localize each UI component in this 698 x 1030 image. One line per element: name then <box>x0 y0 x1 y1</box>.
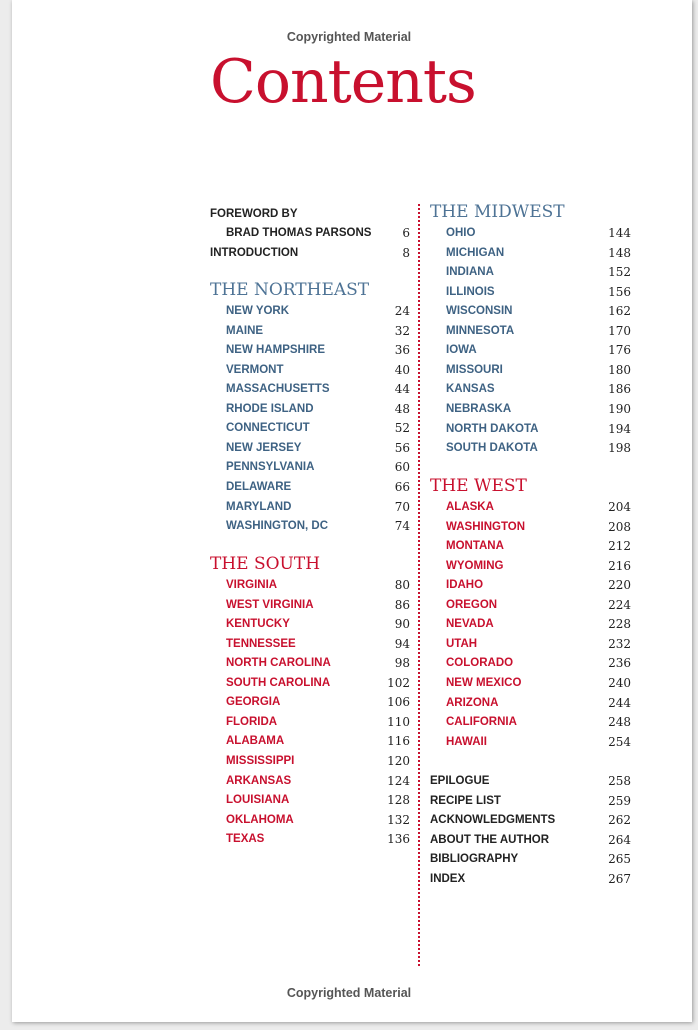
toc-entry[interactable] <box>430 714 631 730</box>
toc-entry[interactable] <box>430 538 631 554</box>
toc-entry-label: EPILOGUE <box>430 775 490 787</box>
toc-entry-label: GEORGIA <box>226 696 281 709</box>
toc-entry-page: 32 <box>394 323 410 338</box>
toc-entry[interactable] <box>430 597 631 613</box>
toc-entry-label: WISCONSIN <box>446 305 513 318</box>
toc-entry[interactable] <box>210 714 410 730</box>
toc-entry-label: PENNSYLVANIA <box>226 461 315 474</box>
section-heading-northeast: THE NORTHEAST <box>210 280 370 300</box>
toc-entry-label: ARKANSAS <box>226 774 292 787</box>
toc-entry[interactable] <box>210 440 410 456</box>
toc-entry[interactable] <box>430 773 631 789</box>
toc-entry-page: 190 <box>608 401 631 416</box>
toc-entry-label: KANSAS <box>446 383 495 396</box>
toc-entry[interactable] <box>210 518 410 534</box>
toc-entry[interactable] <box>210 812 410 828</box>
toc-entry-label: NEW YORK <box>226 305 290 317</box>
toc-entry[interactable] <box>430 636 631 652</box>
toc-entry[interactable] <box>430 284 631 300</box>
toc-entry-page: 128 <box>387 793 410 808</box>
section-heading-midwest: THE MIDWEST <box>430 202 565 222</box>
toc-entry-label: OKLAHOMA <box>226 813 294 826</box>
toc-entry-page: 102 <box>387 675 410 690</box>
toc-entry[interactable] <box>210 792 410 808</box>
toc-entry-label: IDAHO <box>446 579 484 592</box>
toc-entry-label: UTAH <box>446 637 478 650</box>
toc-entry-label: SOUTH DAKOTA <box>446 442 538 455</box>
toc-entry[interactable] <box>430 616 631 632</box>
toc-entry-foreword-line1[interactable] <box>210 206 410 222</box>
section-heading-south: THE SOUTH <box>210 554 321 574</box>
toc-entry-page: 136 <box>387 832 410 847</box>
toc-entry[interactable] <box>430 577 631 593</box>
toc-entry-label: WASHINGTON, DC <box>226 520 329 533</box>
toc-entry-page: 44 <box>394 382 410 397</box>
toc-entry[interactable] <box>430 695 631 711</box>
toc-entry-page: 120 <box>387 753 410 768</box>
toc-entry-introduction[interactable] <box>210 245 410 261</box>
toc-entry[interactable] <box>210 733 410 749</box>
toc-entry-label: CONNECTICUT <box>226 422 310 435</box>
toc-entry[interactable] <box>210 342 410 358</box>
toc-entry-page: 216 <box>608 558 631 573</box>
toc-entry[interactable] <box>210 420 410 436</box>
toc-entry-page: 80 <box>394 578 410 592</box>
toc-entry-label: ALASKA <box>446 501 494 513</box>
toc-entry-label: SOUTH CAROLINA <box>226 676 331 689</box>
toc-entry-label: WYOMING <box>446 559 504 572</box>
toc-entry-label: INTRODUCTION <box>210 247 299 259</box>
copyright-notice-top: Copyrighted Material <box>286 30 412 44</box>
toc-entry-label: MASSACHUSETTS <box>226 383 330 396</box>
toc-entry-page: 86 <box>394 597 410 612</box>
toc-entry-page: 48 <box>394 401 410 416</box>
toc-entry-page: 144 <box>608 226 631 240</box>
toc-entry-foreword-line2[interactable] <box>210 225 410 241</box>
toc-entry-page: 204 <box>608 500 631 514</box>
toc-entry[interactable] <box>430 499 631 515</box>
toc-entry-label: ABOUT THE AUTHOR <box>430 833 550 846</box>
toc-entry-label: HAWAII <box>446 735 487 748</box>
toc-entry-label: BRAD THOMAS PARSONS <box>226 227 372 239</box>
toc-entry-page: 36 <box>394 343 410 358</box>
toc-entry-label: ACKNOWLEDGMENTS <box>430 814 556 827</box>
toc-entry-label: CALIFORNIA <box>446 716 517 729</box>
toc-entry-page: 110 <box>387 714 410 729</box>
toc-entry-page: 40 <box>394 362 410 377</box>
toc-entry[interactable] <box>210 479 410 495</box>
toc-entry-page: 267 <box>608 871 631 886</box>
toc-entry[interactable] <box>430 851 631 867</box>
toc-entry[interactable] <box>430 381 631 397</box>
toc-entry-page: 258 <box>608 774 631 788</box>
toc-entry[interactable] <box>430 519 631 535</box>
toc-entry-label: RECIPE LIST <box>430 794 501 807</box>
toc-entry-page: 220 <box>608 578 631 593</box>
toc-entry-page: 132 <box>387 812 410 827</box>
toc-entry-label: IOWA <box>446 344 477 357</box>
toc-entry-label: NEW HAMPSHIRE <box>226 344 326 357</box>
toc-entry[interactable] <box>430 440 631 456</box>
toc-entry-label: INDEX <box>430 872 466 885</box>
toc-entry[interactable] <box>430 734 631 750</box>
toc-entry-page: 56 <box>394 440 410 455</box>
toc-entry[interactable] <box>210 597 410 613</box>
toc-entry-page: 244 <box>608 695 631 710</box>
toc-entry-page: 116 <box>387 734 410 749</box>
toc-entry-label: MISSISSIPPI <box>226 754 295 767</box>
toc-entry-label: WEST VIRGINIA <box>226 598 314 611</box>
toc-entry[interactable] <box>430 421 631 437</box>
toc-entry-page: 106 <box>387 695 410 710</box>
toc-entry-page: 156 <box>608 284 631 299</box>
toc-entry-page: 264 <box>608 832 631 847</box>
toc-entry-page: 52 <box>394 421 410 436</box>
toc-entry-page: 98 <box>394 656 410 671</box>
toc-entry-label: NORTH DAKOTA <box>446 422 539 435</box>
toc-entry[interactable] <box>210 381 410 397</box>
toc-entry-label: MONTANA <box>446 540 504 553</box>
toc-entry-page: 265 <box>608 852 631 867</box>
toc-entry-page: 70 <box>394 499 410 514</box>
toc-entry-label: NEBRASKA <box>446 402 512 415</box>
toc-entry-label: BIBLIOGRAPHY <box>430 853 519 866</box>
toc-entry-label: MICHIGAN <box>446 246 505 259</box>
toc-entry[interactable] <box>210 499 410 515</box>
toc-entry-page: 208 <box>608 519 631 534</box>
toc-entry-label: DELAWARE <box>226 480 292 493</box>
toc-entry[interactable] <box>210 577 410 593</box>
toc-entry-page: 74 <box>394 519 410 534</box>
toc-entry-page: 94 <box>394 636 410 651</box>
toc-entry-label: TENNESSEE <box>226 637 296 650</box>
toc-entry-page: 236 <box>608 656 631 671</box>
toc-entry[interactable] <box>430 871 631 887</box>
toc-entry[interactable] <box>210 323 410 339</box>
toc-entry-page: 176 <box>608 343 631 358</box>
toc-entry[interactable] <box>210 362 410 378</box>
toc-entry-label: COLORADO <box>446 657 514 670</box>
toc-entry-label: ILLINOIS <box>446 285 495 298</box>
toc-entry[interactable] <box>430 832 631 848</box>
toc-entry-label: MARYLAND <box>226 500 292 513</box>
toc-entry[interactable] <box>430 342 631 358</box>
toc-entry[interactable] <box>210 636 410 652</box>
toc-entry-page: 148 <box>608 245 631 260</box>
toc-entry-page: 194 <box>608 421 631 436</box>
toc-entry-label: MISSOURI <box>446 363 503 376</box>
toc-entry[interactable] <box>210 694 410 710</box>
toc-entry-label: NEW MEXICO <box>446 676 522 689</box>
toc-entry[interactable] <box>430 655 631 671</box>
page-title: Contents <box>210 47 476 117</box>
toc-entry[interactable] <box>430 264 631 280</box>
toc-entry[interactable] <box>430 812 631 828</box>
toc-entry-label: MAINE <box>226 324 264 337</box>
toc-entry-page: 8 <box>402 246 410 260</box>
toc-entry-page: 248 <box>608 715 631 730</box>
toc-entry-label: VIRGINIA <box>226 579 278 591</box>
toc-entry-label: TEXAS <box>226 833 265 846</box>
toc-entry-label: OHIO <box>446 227 476 239</box>
toc-entry-page: 162 <box>608 304 631 319</box>
section-heading-west: THE WEST <box>430 476 527 496</box>
toc-entry[interactable] <box>210 753 410 769</box>
toc-entry-label: ARIZONA <box>446 696 499 709</box>
column-divider <box>418 204 420 966</box>
toc-entry[interactable] <box>210 773 410 789</box>
toc-entry-label: OREGON <box>446 598 498 611</box>
toc-entry-label: WASHINGTON <box>446 520 526 533</box>
toc-entry-page: 259 <box>608 793 631 808</box>
toc-entry-page: 228 <box>608 617 631 632</box>
toc-entry[interactable] <box>210 616 410 632</box>
toc-entry-page: 60 <box>394 460 410 475</box>
toc-entry-page: 262 <box>608 813 631 828</box>
toc-entry[interactable] <box>430 401 631 417</box>
toc-entry-page: 6 <box>402 226 410 240</box>
toc-entry-page: 152 <box>608 265 631 280</box>
toc-entry-page: 24 <box>394 304 410 318</box>
toc-entry-label: NORTH CAROLINA <box>226 657 331 670</box>
toc-entry-page: 198 <box>608 441 631 456</box>
toc-entry-label: NEW JERSEY <box>226 441 302 454</box>
toc-entry[interactable] <box>210 655 410 671</box>
toc-entry-page: 66 <box>394 479 410 494</box>
toc-entry[interactable] <box>430 362 631 378</box>
toc-entry[interactable] <box>430 793 631 809</box>
toc-entry[interactable] <box>210 401 410 417</box>
toc-entry[interactable] <box>210 303 410 319</box>
toc-entry-page: 124 <box>387 773 410 788</box>
toc-entry[interactable] <box>430 303 631 319</box>
toc-entry-label: RHODE ISLAND <box>226 402 314 415</box>
toc-entry-label: LOUISIANA <box>226 794 290 807</box>
toc-entry-page: 232 <box>608 636 631 651</box>
toc-entry-page: 240 <box>608 675 631 690</box>
toc-entry[interactable] <box>430 323 631 339</box>
toc-entry-page: 186 <box>608 382 631 397</box>
toc-entry-label: MINNESOTA <box>446 324 515 337</box>
toc-entry-page: 254 <box>608 734 631 749</box>
toc-entry-label: NEVADA <box>446 618 494 631</box>
toc-entry-page: 170 <box>608 323 631 338</box>
toc-entry-page: 90 <box>394 617 410 632</box>
toc-entry-label: VERMONT <box>226 363 284 376</box>
toc-entry-label: FOREWORD BY <box>210 208 298 220</box>
toc-entry-label: ALABAMA <box>226 735 285 748</box>
toc-entry-page: 224 <box>608 597 631 612</box>
toc-entry[interactable] <box>210 459 410 475</box>
toc-entry-label: KENTUCKY <box>226 618 290 631</box>
toc-entry[interactable] <box>210 831 410 847</box>
copyright-notice-bottom: Copyrighted Material <box>286 986 412 1000</box>
toc-entry[interactable] <box>430 225 631 241</box>
toc-entry[interactable] <box>430 675 631 691</box>
toc-entry-page: 180 <box>608 362 631 377</box>
toc-entry[interactable] <box>430 558 631 574</box>
toc-entry-label: INDIANA <box>446 266 494 279</box>
toc-entry-page: 212 <box>608 539 631 554</box>
toc-entry[interactable] <box>430 245 631 261</box>
toc-entry[interactable] <box>210 675 410 691</box>
toc-entry-label: FLORIDA <box>226 715 278 728</box>
